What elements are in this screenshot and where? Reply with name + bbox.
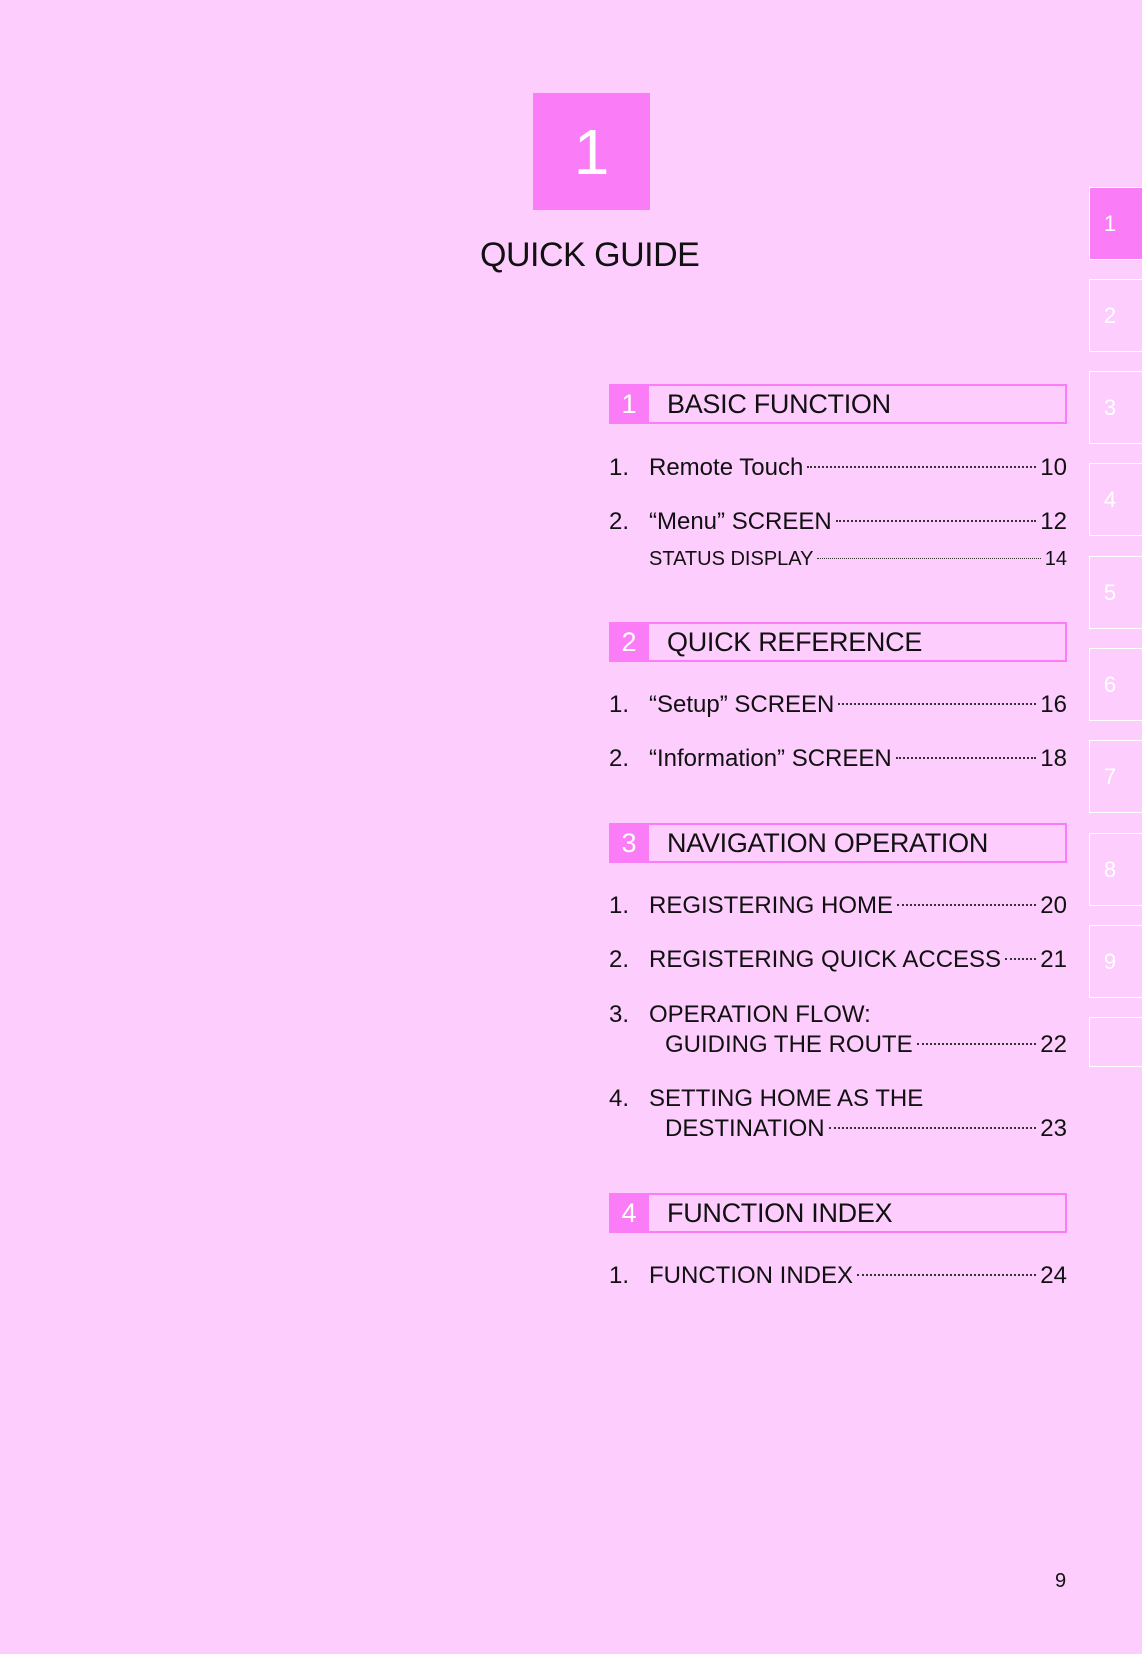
entry-label: GUIDING THE ROUTE — [665, 1031, 913, 1058]
entry-label: “Menu” SCREEN — [649, 508, 832, 535]
entry-number: 2. — [609, 508, 630, 535]
chapter-tab-7[interactable]: 7 — [1089, 740, 1142, 813]
entry-page: 24 — [1040, 1262, 1067, 1289]
chapter-tab-4[interactable]: 4 — [1089, 463, 1142, 536]
chapter-tab-8[interactable]: 8 — [1089, 833, 1142, 906]
section-number: 1 — [609, 384, 649, 424]
page-number: 9 — [1055, 1570, 1067, 1592]
entry-page: 20 — [1040, 892, 1067, 919]
entry-label: FUNCTION INDEX — [649, 1262, 853, 1289]
dot-leader — [829, 1127, 1037, 1129]
entry-page: 14 — [1044, 548, 1067, 570]
dot-leader — [857, 1274, 1036, 1276]
entry-label: Remote Touch — [649, 454, 804, 481]
entry-number: 1. — [609, 892, 630, 919]
section-title: BASIC FUNCTION — [667, 389, 891, 419]
entry-number: 3. — [609, 1001, 630, 1028]
entry-label: “Setup” SCREEN — [649, 691, 835, 718]
dot-leader — [836, 520, 1037, 522]
dot-leader — [838, 703, 1036, 705]
chapter-tab-6[interactable]: 6 — [1089, 648, 1142, 721]
toc-entry[interactable] — [609, 743, 1067, 775]
toc-entry[interactable] — [609, 1260, 1067, 1292]
section-header-function-index — [609, 1193, 1067, 1233]
chapter-tab-2[interactable]: 2 — [1089, 279, 1142, 352]
section-header-navigation-operation — [609, 823, 1067, 863]
chapter-tab-5[interactable]: 5 — [1089, 556, 1142, 629]
chapter-title: QUICK GUIDE — [480, 236, 700, 274]
entry-page: 16 — [1040, 691, 1067, 718]
chapter-tab-3[interactable]: 3 — [1089, 371, 1142, 444]
section-title: QUICK REFERENCE — [667, 627, 923, 657]
entry-label: REGISTERING QUICK ACCESS — [649, 946, 1002, 973]
toc-entry[interactable] — [609, 999, 1067, 1058]
toc-entry[interactable] — [609, 890, 1067, 922]
chapter-tab-9[interactable]: 9 — [1089, 925, 1142, 998]
entry-number: 1. — [609, 454, 630, 481]
toc-entry[interactable] — [609, 689, 1067, 721]
entry-label: REGISTERING HOME — [649, 892, 894, 919]
dot-leader — [807, 466, 1036, 468]
entry-page: 10 — [1040, 454, 1067, 481]
section-number: 4 — [609, 1193, 649, 1233]
chapter-tab-1[interactable]: 1 — [1089, 187, 1142, 260]
entry-number: 4. — [609, 1085, 630, 1112]
section-header-quick-reference — [609, 622, 1067, 662]
toc-entry[interactable] — [609, 506, 1067, 538]
entry-page: 22 — [1040, 1031, 1067, 1058]
entry-label: DESTINATION — [665, 1115, 825, 1142]
section-title: FUNCTION INDEX — [667, 1198, 893, 1228]
section-title: NAVIGATION OPERATION — [667, 828, 989, 858]
entry-page: 21 — [1040, 946, 1067, 973]
entry-page: 23 — [1040, 1115, 1067, 1142]
section-header-basic-function — [609, 384, 1067, 424]
dot-leader — [817, 558, 1040, 559]
toc-entry[interactable] — [609, 452, 1067, 484]
entry-page: 12 — [1040, 508, 1067, 535]
chapter-tab-blank[interactable] — [1089, 1017, 1142, 1067]
toc-entry[interactable] — [609, 944, 1067, 976]
dot-leader — [917, 1043, 1037, 1045]
entry-page: 18 — [1040, 745, 1067, 772]
entry-number: 1. — [609, 1262, 630, 1289]
section-number: 3 — [609, 823, 649, 863]
toc-entry[interactable] — [609, 1083, 1067, 1142]
entry-label-line1: SETTING HOME AS THE — [649, 1085, 924, 1112]
entry-number: 1. — [609, 691, 630, 718]
entry-label: STATUS DISPLAY — [649, 548, 814, 570]
toc-subentry[interactable] — [609, 543, 1067, 575]
entry-label: “Information” SCREEN — [649, 745, 892, 772]
entry-number: 2. — [609, 745, 630, 772]
entry-label-line1: OPERATION FLOW: — [649, 1001, 871, 1028]
chapter-number-box: 1 — [533, 93, 650, 210]
dot-leader — [896, 757, 1037, 759]
dot-leader — [897, 904, 1036, 906]
entry-number: 2. — [609, 946, 630, 973]
dot-leader — [1005, 958, 1036, 960]
section-number: 2 — [609, 622, 649, 662]
